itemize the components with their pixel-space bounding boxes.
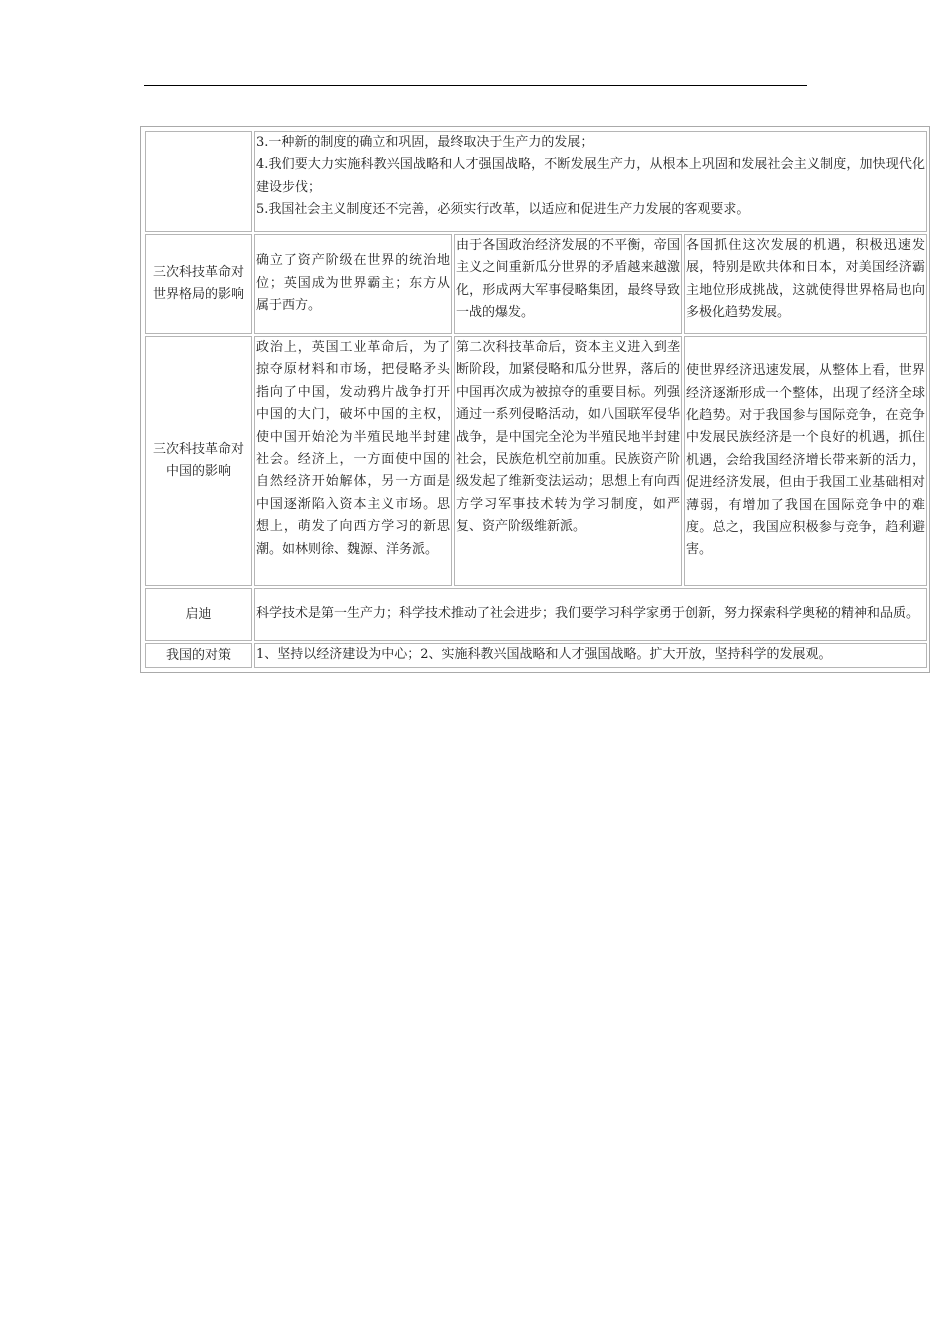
conclusions-cell [254,131,927,232]
row-header-countermeasures: 我国的对策 [145,643,252,668]
first-revolution-china-cell: 政治上，英国工业革命后，为了掠夺原材料和市场，把侵略矛头指向了中国，发动鸦片战争打开中国的大门，破坏中国的主权，使中国开始沦为半殖民地半封建社会。经济上，一方面使中国的自然经济开始解体，另一方面是中国逐渐陷入资本主义市场。思想上，萌发了向西方学习的新思潮。如林则徐、魏源、洋务派。 [254,336,452,586]
row-header-china-impact: 三次科技革命对中国的影响 [145,336,252,586]
first-revolution-world-cell: 确立了资产阶级在世界的统治地位；英国成为世界霸主；东方从属于西方。 [254,234,452,334]
header-rule [144,85,807,86]
row-header-inspiration: 启迪 [145,588,252,641]
conclusion-item: 3.一种新的制度的确立和巩固，最终取决于生产力的发展； [256,135,594,150]
table-row [145,234,927,334]
summary-table [140,126,930,673]
conclusion-item: 5.我国社会主义制度还不完善，必须实行改革，以适应和促进生产力发展的客观要求。 [256,202,750,218]
inspiration-cell: 科学技术是第一生产力；科学技术推动了社会进步；我们要学习科学家勇于创新，努力探索科学奥秘的精神和品质。 [254,588,927,641]
table-row [145,131,927,232]
table-row [145,588,927,641]
third-revolution-world-cell: 各国抓住这次发展的机遇，积极迅速发展，特别是欧共体和日本，对美国经济霸主地位形成挑战，这就使得世界格局也向多极化趋势发展。 [684,234,927,334]
table-row [145,643,927,668]
row-header [145,131,252,232]
countermeasures-cell: 1、坚持以经济建设为中心；2、实施科教兴国战略和人才强国战略。扩大开放，坚持科学的发展观。 [254,643,927,668]
second-revolution-china-cell: 第二次科技革命后，资本主义进入到垄断阶段，加紧侵略和瓜分世界，落后的中国再次成为被掠夺的重要目标。列强通过一系列侵略活动，如八国联军侵华战争，是中国完全沦为半殖民地半封建社会，民族危机空前加重。民族资产阶级发起了维新变法运动；思想上有向西方学习军事技术转为学习制度，如严复、资产阶级维新派。 [454,336,682,586]
conclusion-item: 4.我们要大力实施科教兴国战略和人才强国战略，不断发展生产力，从根本上巩固和发展社会主义制度，加快现代化建设步伐； [256,157,925,195]
table-row [145,336,927,586]
second-revolution-world-cell: 由于各国政治经济发展的不平衡，帝国主义之间重新瓜分世界的矛盾越来越激化，形成两大军事侵略集团，最终导致一战的爆发。 [454,234,682,334]
third-revolution-china-cell: 使世界经济迅速发展，从整体上看，世界经济逐渐形成一个整体，出现了经济全球化趋势。对于我国参与国际竞争，在竞争中发展民族经济是一个良好的机遇，抓住机遇，会给我国经济增长带来新的活力，促进经济发展，但由于我国工业基础相对薄弱，有增加了我国在国际竞争中的难度。总之，我国应积极参与竞争，趋利避害。 [684,336,927,586]
row-header-world-impact: 三次科技革命对世界格局的影响 [145,234,252,334]
